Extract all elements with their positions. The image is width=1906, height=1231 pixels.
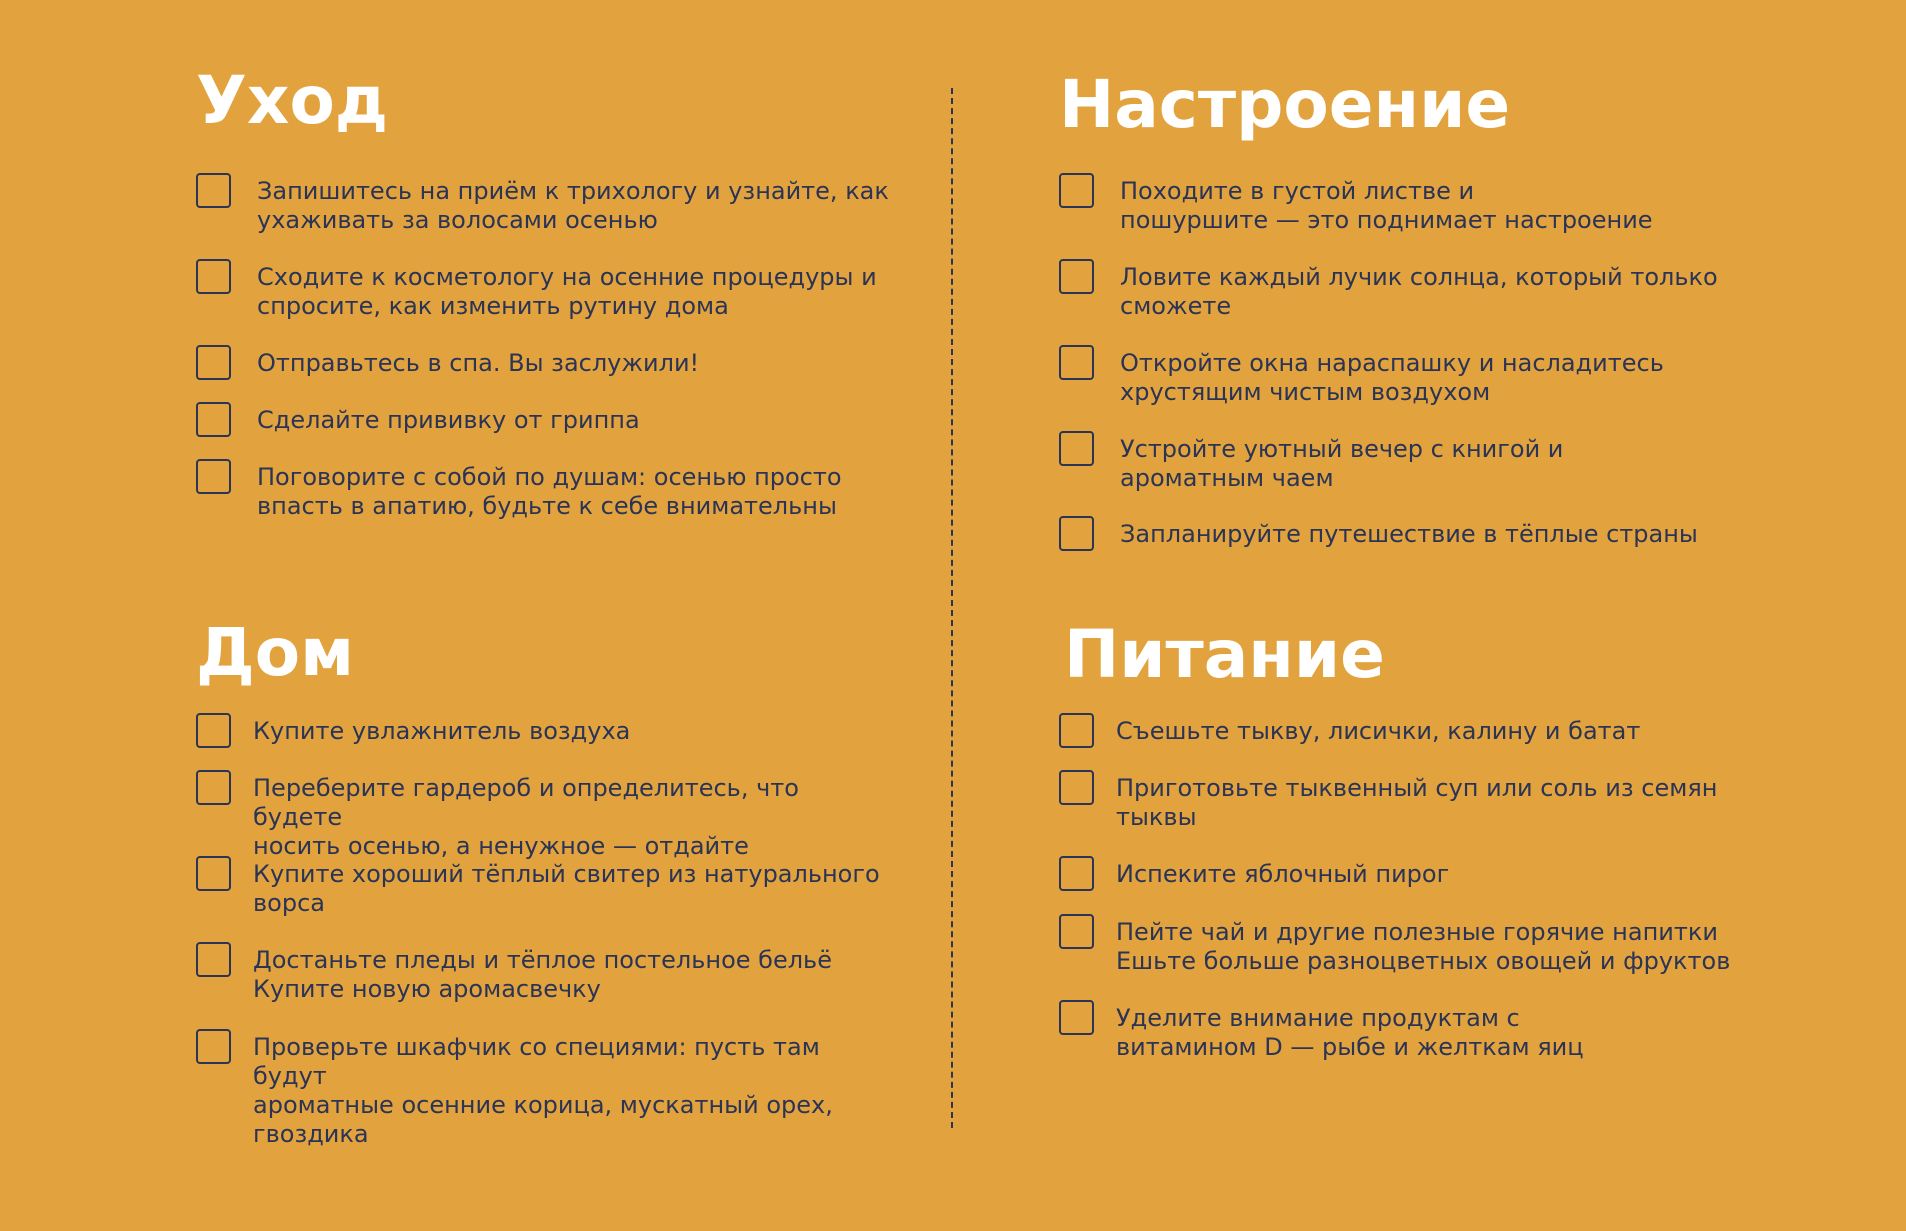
checkbox[interactable] <box>196 459 231 494</box>
item-label: Отправьтесь в спа. Вы заслужили! <box>257 349 700 377</box>
checkbox[interactable] <box>1059 1000 1094 1035</box>
item-label: Запланируйте путешествие в тёплые страны <box>1120 520 1698 548</box>
item-label: Достаньте пледы и тёплое постельное бельё Купите новую аромасвечку <box>253 946 832 1003</box>
checkbox[interactable] <box>196 856 231 891</box>
checkbox[interactable] <box>1059 259 1094 294</box>
checkbox[interactable] <box>196 1029 231 1064</box>
checkbox[interactable] <box>196 713 231 748</box>
checkbox[interactable] <box>1059 173 1094 208</box>
item-label: Ловите каждый лучик солнца, который только сможете <box>1120 263 1718 320</box>
item-label: Поговорите с собой по душам: осенью просто впасть в апатию, будьте к себе внимательны <box>257 463 842 520</box>
checkbox[interactable] <box>196 770 231 805</box>
checkbox[interactable] <box>1059 516 1094 551</box>
checkbox[interactable] <box>1059 345 1094 380</box>
item-label: Устройте уютный вечер с книгой и ароматным чаем <box>1120 435 1564 492</box>
item-label: Купите хороший тёплый свитер из натурального ворса <box>253 860 880 917</box>
checkbox[interactable] <box>1059 431 1094 466</box>
item-label: Сходите к косметологу на осенние процедуры и спросите, как изменить рутину дома <box>257 263 877 320</box>
checkbox[interactable] <box>196 259 231 294</box>
item-label: Откройте окна нараспашку и насладитесь хрустящим чистым воздухом <box>1120 349 1664 406</box>
section-title-home: Дом <box>196 614 355 691</box>
item-label: Купите увлажнитель воздуха <box>253 717 631 745</box>
checkbox[interactable] <box>196 345 231 380</box>
checkbox[interactable] <box>1059 713 1094 748</box>
item-label: Сделайте прививку от гриппа <box>257 406 640 434</box>
item-label: Уделите внимание продуктам с витамином D — рыбе и желткам яиц <box>1116 1004 1584 1061</box>
item-label: Походите в густой листве и пошуршите — это поднимает настроение <box>1120 177 1653 234</box>
item-label: Проверьте шкафчик со специями: пусть там будут ароматные осенние корица, мускатный орех, гвоздика <box>253 1033 833 1148</box>
item-label: Приготовьте тыквенный суп или соль из семян тыквы <box>1116 774 1718 831</box>
item-label: Пейте чай и другие полезные горячие напитки Ешьте больше разноцветных овощей и фруктов <box>1116 918 1731 975</box>
section-title-food: Питание <box>1064 616 1385 693</box>
checkbox[interactable] <box>1059 856 1094 891</box>
checkbox[interactable] <box>196 173 231 208</box>
section-title-care: Уход <box>196 62 389 139</box>
item-label: Испеките яблочный пирог <box>1116 860 1450 888</box>
checkbox[interactable] <box>1059 770 1094 805</box>
section-title-mood: Настроение <box>1059 66 1511 143</box>
item-label: Съешьте тыкву, лисички, калину и батат <box>1116 717 1641 745</box>
item-label: Запишитесь на приём к трихологу и узнайте, как ухаживать за волосами осенью <box>257 177 889 234</box>
checkbox[interactable] <box>196 402 231 437</box>
section-divider <box>951 88 953 1128</box>
checkbox[interactable] <box>196 942 231 977</box>
item-label: Переберите гардероб и определитесь, что будете носить осенью, а ненужное — отдайте <box>253 774 799 860</box>
checkbox[interactable] <box>1059 914 1094 949</box>
